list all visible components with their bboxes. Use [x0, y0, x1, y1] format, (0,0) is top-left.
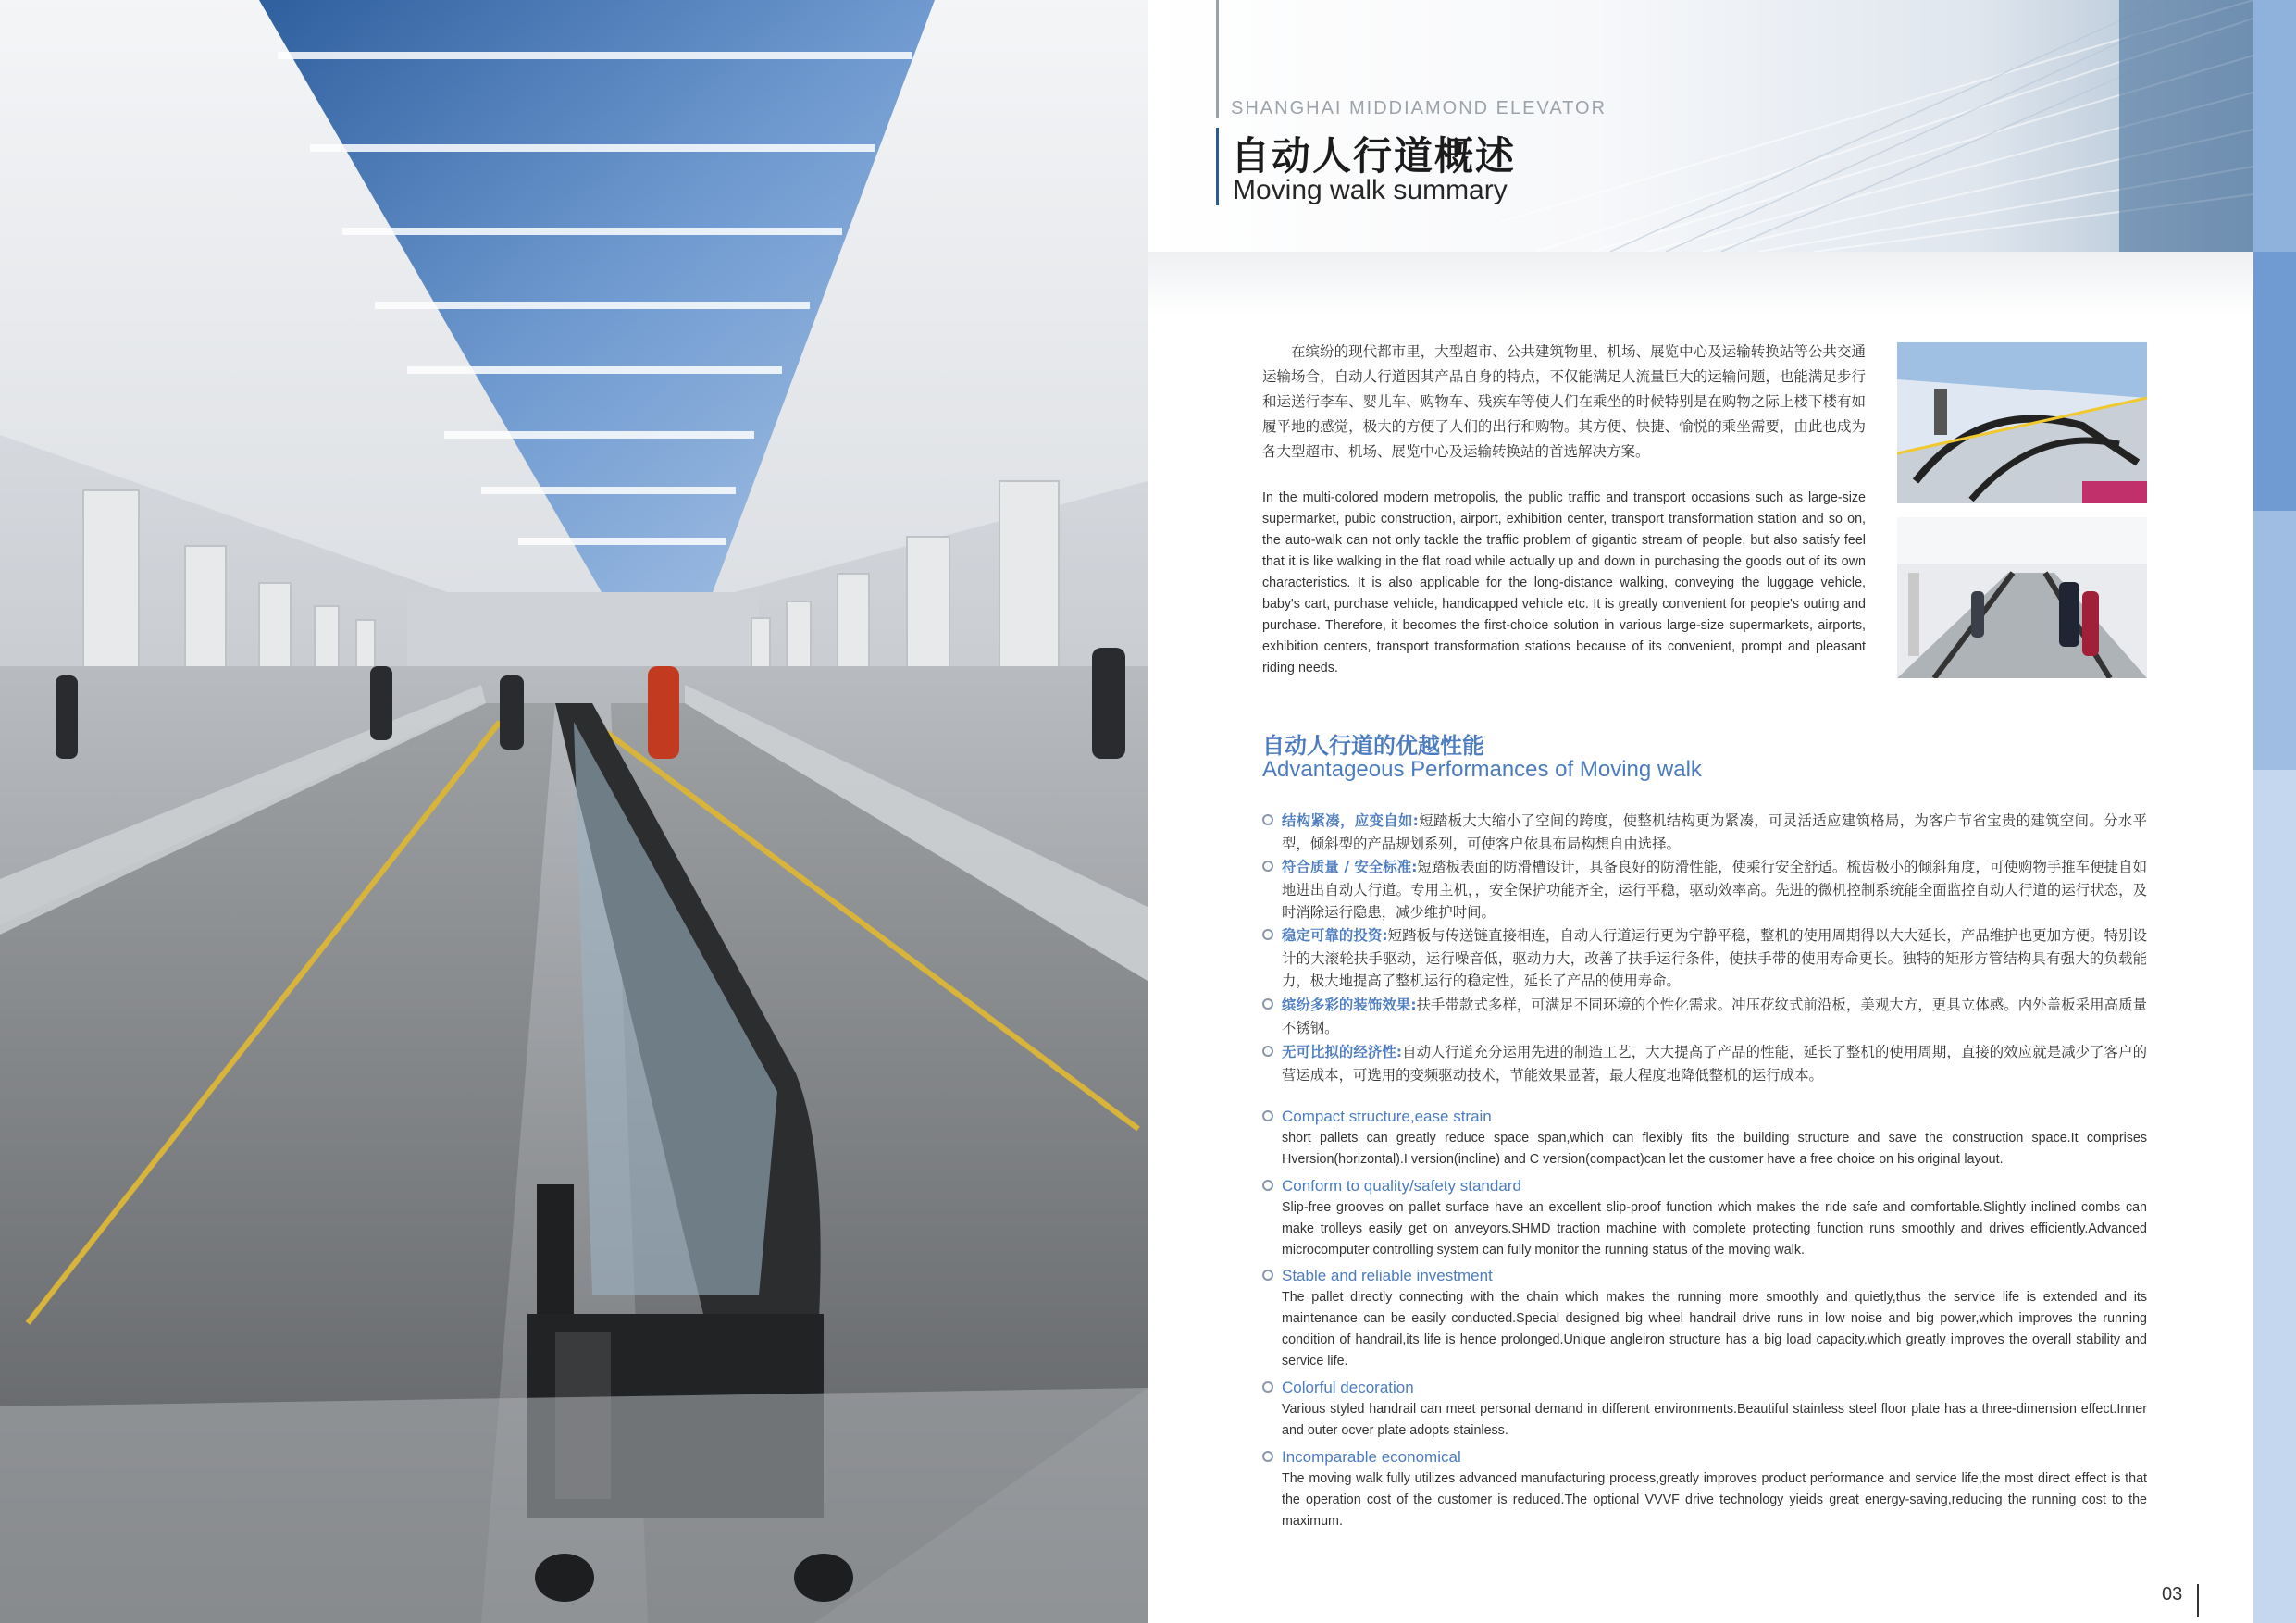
circle-bullet-icon	[1262, 1381, 1273, 1393]
feature-cn-text: 自动人行道充分运用先进的制造工艺，大大提高了产品的性能，延长了整机的使用周期，直接的效应就是减少了客户的营运成本，可选用的变频驱动技术，节能效果显著，最大程度地降低整机的运行成本。	[1282, 1044, 2147, 1084]
circle-bullet-icon	[1262, 1180, 1273, 1191]
intro-cn	[1262, 340, 1866, 465]
page-title-cn: 自动人行道概述	[1231, 134, 1517, 178]
feature-en-text: The pallet directly connecting with the chain which makes the running more smoothly and quietly,thus the service life is extended and its maintenance can be easily conducted.Special designed big wheel handrail drive runs in low noise and big power,which improves the running condition of handrail,its life is hence prolonged.Unique angleiron structure has a big load capacity.which greatly improves the overall stability and service life.	[1282, 1290, 2147, 1369]
feature-en-item	[1262, 1265, 2147, 1372]
feature-en-head: Stable and reliable investment	[1282, 1267, 1493, 1284]
feature-cn-item	[1262, 810, 2147, 855]
advantages-title-cn: 自动人行道的优越性能	[1262, 733, 1484, 759]
feature-cn-item	[1262, 924, 2147, 993]
feature-en-head: Conform to quality/safety standard	[1282, 1177, 1521, 1195]
feature-en-head: Colorful decoration	[1282, 1379, 1414, 1396]
brand-name: SHANGHAI MIDDIAMOND ELEVATOR	[1231, 98, 1607, 118]
side-tab-strip	[2253, 770, 2296, 1623]
circle-bullet-icon	[1262, 1110, 1273, 1121]
airport-walk-thumbnail	[1897, 517, 2147, 678]
feature-en-item	[1262, 1106, 2147, 1171]
feature-en-head: Compact structure,ease strain	[1282, 1108, 1492, 1125]
feature-cn-head: 缤纷多彩的装饰效果:	[1282, 997, 1417, 1013]
side-tab-strip	[2253, 511, 2296, 770]
title-accent-bar	[1216, 128, 1219, 205]
intro-en-text: In the multi-colored modern metropolis, the public traffic and transport occasions such as large-size supermarket, pubic construction, airport, exhibition center, transport transformation station and so on, the auto-walk can not only tackle the traffic problem of gigantic stream of people, but also satisfy feel that it is like walking in the flat road while actually up and down in purchasing the goods out of its own characteristics. It is also applicable for the long-distance walking, conveying the luggage vehicle, baby's cart, purchase vehicle, handicapped vehicle etc. It is greatly convenient for people's outing and purchase. Therefore, it becomes the first-choice solution in various large-size supermarkets, airports, exhibition centers, transport transformation stations because of its convenient, prompt and pleasant riding needs.	[1262, 490, 1866, 675]
moving-walk-thumbnail	[1897, 342, 2147, 503]
side-tab-strip	[2253, 0, 2296, 252]
page-number: 03	[2162, 1584, 2183, 1604]
feature-en-text: short pallets can greatly reduce space span,which can flexibly fits the building structure and save the construction space.It comprises Hversion(horizontal).I version(incline) and C version(compact)can let the customer have a free choice on his original layout.	[1282, 1131, 2147, 1167]
feature-cn-text: 扶手带款式多样，可满足不同环境的个性化需求。冲压花纹式前沿板，美观大方，更具立体感。内外盖板采用高质量不锈钢。	[1282, 997, 2147, 1036]
feature-cn-text: 短踏板大大缩小了空间的跨度，使整机结构更为紧凑，可灵活适应建筑格局，为客户节省宝贵的建筑空间。分水平型，倾斜型的产品规划系列，可使客户依具布局构想自由选择。	[1282, 812, 2147, 852]
feature-cn-text: 短踏板与传送链直接相连，自动人行道运行更为宁静平稳，整机的使用周期得以大大延长，产品维护也更加方便。特别设计的大滚轮扶手驱动，运行噪音低，驱动力大，改善了扶手运行条件，使扶手带的使用寿命更长。独特的矩形方管结构具有强大的负载能力，极大地提高了整机运行的稳定性，延长了产品的使用寿命。	[1282, 927, 2147, 989]
feature-cn-head: 无可比拟的经济性:	[1282, 1044, 1402, 1060]
feature-cn-head: 稳定可靠的投资:	[1282, 927, 1388, 944]
feature-en-item	[1262, 1446, 2147, 1532]
circle-bullet-icon	[1262, 1046, 1273, 1057]
feature-cn-head: 符合质量 / 安全标准:	[1282, 859, 1418, 875]
circle-bullet-icon	[1262, 929, 1273, 940]
intro-cn-text: 在缤纷的现代都市里，大型超市、公共建筑物里、机场、展览中心及运输转换站等公共交通运输场合，自动人行道因其产品自身的特点，不仅能满足人流量巨大的运输问题，也能满足步行和运送行李车、婴儿车、购物车、残疾车等使人们在乘坐的时候特别是在购物之际上楼下楼有如履平地的感觉，极大的方便了人们的出行和购物。其方便、快捷、愉悦的乘坐需要，由此也成为各大型超市、机场、展览中心及运输转换站的首选解决方案。	[1262, 343, 1866, 460]
header-divider	[1216, 0, 1219, 118]
circle-bullet-icon	[1262, 814, 1273, 825]
feature-en-head: Incomparable economical	[1282, 1448, 1461, 1466]
header-fade	[1148, 252, 2253, 316]
feature-cn-item	[1262, 856, 2147, 924]
circle-bullet-icon	[1262, 998, 1273, 1010]
feature-cn-text: 短踏板表面的防滑槽设计，具备良好的防滑性能，使乘行安全舒适。梳齿极小的倾斜角度，可使购物手推车便捷自如地进出自动人行道。专用主机，，安全保护功能齐全，运行平稳，驱动效率高。先进的微机控制系统能全面监控自动人行道的运行状态，及时消除运行隐患，减少维护时间。	[1282, 859, 2147, 921]
feature-cn-item	[1262, 1041, 2147, 1086]
circle-bullet-icon	[1262, 1270, 1273, 1281]
advantages-title-en: Advantageous Performances of Moving walk	[1262, 757, 1702, 782]
feature-cn-item	[1262, 994, 2147, 1039]
side-tab-strip-active	[2253, 252, 2296, 511]
circle-bullet-icon	[1262, 861, 1273, 872]
page-title-en: Moving walk summary	[1233, 175, 1508, 205]
page-number-divider	[2197, 1584, 2199, 1617]
feature-en-text: Various styled handrail can meet personal demand in different environments.Beautiful stainless steel floor plate has a three-dimension effect.Inner and outer ocver plate adopts stainless.	[1282, 1402, 2147, 1438]
circle-bullet-icon	[1262, 1451, 1273, 1462]
feature-cn-head: 结构紧凑，应变自如:	[1282, 812, 1419, 829]
feature-en-item	[1262, 1377, 2147, 1442]
feature-en-item	[1262, 1175, 2147, 1261]
feature-en-text: The moving walk fully utilizes advanced manufacturing process,greatly improves product performance and service life,the most direct effect is that the operation cost of the customer is reduced.The optional VVVF drive technology yieids great energy-saving,reducing the running cost to the maximum.	[1282, 1471, 2147, 1529]
intro-en	[1262, 488, 1866, 679]
feature-en-text: Slip-free grooves on pallet surface have an excellent slip-proof function which makes the ride safe and comfortable.Slightly inclined combs can make trolleys easily get on anveyors.SHMD traction machine with complete protecting function runs smoothly and drives efficiently.Advanced microcomputer controlling system can fully monitor the running status of the moving walk.	[1282, 1200, 2147, 1258]
